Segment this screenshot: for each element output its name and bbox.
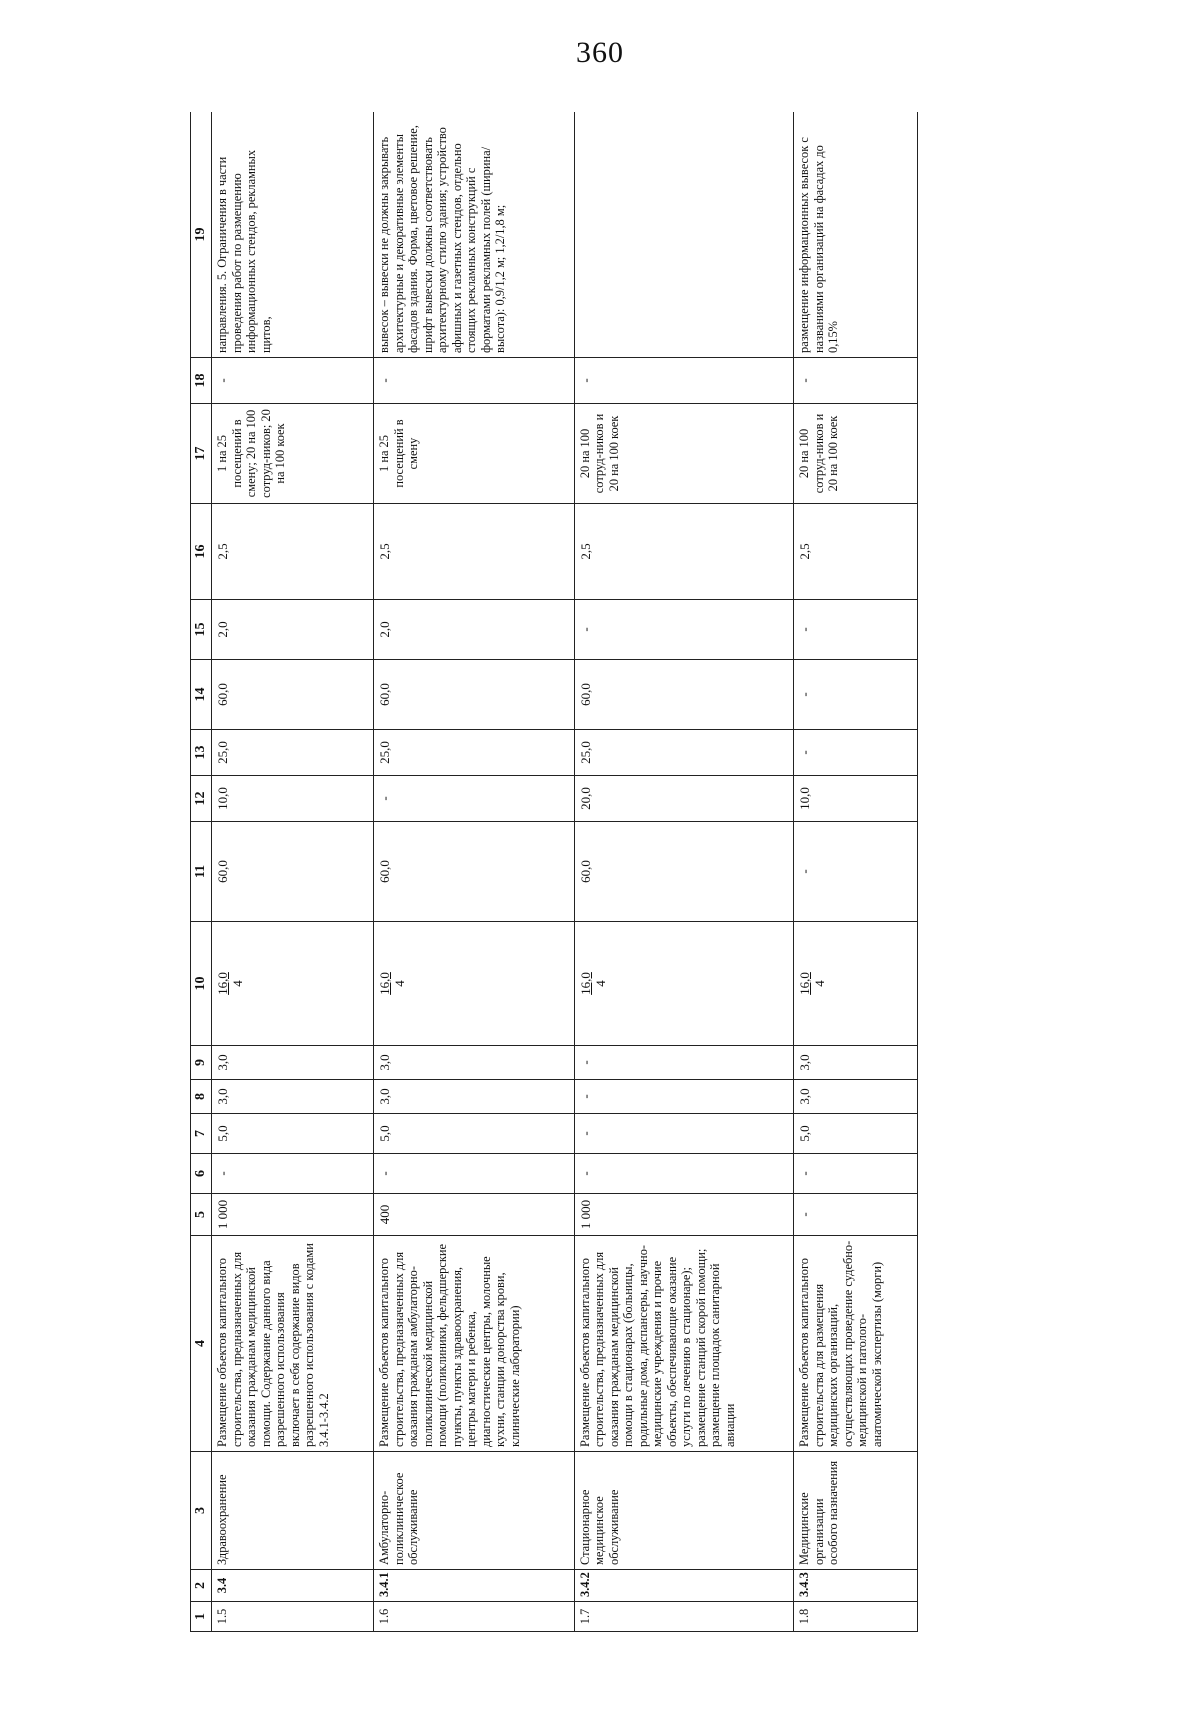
header-col-9: 9 (191, 1046, 212, 1080)
cell-col-8: - (574, 1080, 794, 1114)
cell-col-16: 2,5 (212, 504, 374, 600)
cell-col-19: размещение информационных вывесок с названиями организаций на фасадах до 0,15% (794, 112, 918, 358)
rotated-table-container (190, 112, 918, 1632)
cell-col-11: 60,0 (374, 822, 574, 922)
cell-col-16: 2,5 (794, 504, 918, 600)
cell-col-18: - (794, 358, 918, 404)
land-use-description: Размещение объектов капитального строительства для размещения медицинских организаций, осуществляющих проведение судебно-медицинской и патолого-анатомической экспертизы (морги) (794, 1236, 918, 1452)
land-use-name: Медицинские организации особого назначения (794, 1452, 918, 1570)
header-col-3: 3 (191, 1452, 212, 1570)
cell-col-12: 10,0 (212, 776, 374, 822)
land-use-name: Амбулаторно-поликлиническое обслуживание (374, 1452, 574, 1570)
rotated-table-viewport (190, 112, 918, 1632)
fraction-numerator: 16,0 (377, 972, 393, 995)
land-use-description: Размещение объектов капитального строительства, предназначенных для оказания гражданам медицинской помощи в стационарах (больницы, родильные дома, диспансеры, научно-медицинские учреждения и прочие объекты, обеспечивающие оказание услуги по лечению в стационаре); размещение станций скорой помощи; размещение площадок санитарной авиации (574, 1236, 794, 1452)
cell-col-15: 2,0 (212, 600, 374, 660)
cell-col-10 (794, 922, 918, 1046)
cell-col-10 (574, 922, 794, 1046)
cell-col-14: 60,0 (374, 660, 574, 730)
table-row (574, 112, 794, 1632)
fraction-denominator: 4 (392, 980, 408, 987)
land-use-code: 3.4.1 (374, 1570, 574, 1602)
cell-col-9: 3,0 (794, 1046, 918, 1080)
header-col-1: 1 (191, 1602, 212, 1632)
row-number: 1.6 (374, 1602, 574, 1632)
row-number: 1.7 (574, 1602, 794, 1632)
cell-col-7: 5,0 (374, 1114, 574, 1154)
land-use-code: 3.4.2 (574, 1570, 794, 1602)
cell-col-6: - (574, 1154, 794, 1194)
cell-col-6: - (212, 1154, 374, 1194)
land-use-regulations-table (190, 112, 918, 1632)
cell-col-8: 3,0 (794, 1080, 918, 1114)
cell-col-16: 2,5 (574, 504, 794, 600)
header-col-17: 17 (191, 404, 212, 504)
fraction-denominator: 4 (230, 980, 246, 987)
header-col-16: 16 (191, 504, 212, 600)
header-col-6: 6 (191, 1154, 212, 1194)
cell-col-15: 2,0 (374, 600, 574, 660)
fraction-denominator: 4 (812, 980, 828, 987)
fraction-value (578, 972, 608, 995)
fraction-numerator: 16,0 (577, 972, 593, 995)
fraction-denominator: 4 (592, 980, 608, 987)
cell-col-7: 5,0 (212, 1114, 374, 1154)
cell-col-17: 1 на 25 посещений в смену (374, 404, 574, 504)
cell-col-15: - (794, 600, 918, 660)
header-col-4: 4 (191, 1236, 212, 1452)
header-col-2: 2 (191, 1570, 212, 1602)
cell-col-13: 25,0 (374, 730, 574, 776)
land-use-name: Здравоохранение (212, 1452, 374, 1570)
fraction-value (797, 972, 827, 995)
cell-col-9: 3,0 (374, 1046, 574, 1080)
land-use-description: Размещение объектов капитального строительства, предназначенных для оказания гражданам медицинской помощи. Содержание данного вида разрешенного использования включает в себя содержание видов разрешенного использования с кодами 3.4.1-3.4.2 (212, 1236, 374, 1452)
cell-col-9: 3,0 (212, 1046, 374, 1080)
cell-col-18: - (212, 358, 374, 404)
header-col-8: 8 (191, 1080, 212, 1114)
cell-col-13: 25,0 (574, 730, 794, 776)
fraction-numerator: 16,0 (215, 972, 230, 995)
cell-col-15: - (574, 600, 794, 660)
header-col-12: 12 (191, 776, 212, 822)
cell-col-18: - (574, 358, 794, 404)
cell-col-10 (212, 922, 374, 1046)
cell-col-8: 3,0 (374, 1080, 574, 1114)
fraction-value (215, 972, 245, 995)
cell-col-17: 20 на 100 сотруд-ников и 20 на 100 коек (574, 404, 794, 504)
table-row (794, 112, 918, 1632)
cell-col-13: 25,0 (212, 730, 374, 776)
cell-col-8: 3,0 (212, 1080, 374, 1114)
cell-col-19: направления. 5. Ограничения в части проведения работ по размещению информационных стендов, рекламных щитов, (212, 112, 374, 358)
cell-col-11: - (794, 822, 918, 922)
header-col-14: 14 (191, 660, 212, 730)
cell-col-18: - (374, 358, 574, 404)
cell-col-6: - (374, 1154, 574, 1194)
row-number: 1.8 (794, 1602, 918, 1632)
cell-col-7: - (574, 1114, 794, 1154)
header-col-18: 18 (191, 358, 212, 404)
cell-col-5: - (794, 1194, 918, 1236)
cell-col-9: - (574, 1046, 794, 1080)
land-use-name: Стационарное медицинское обслуживание (574, 1452, 794, 1570)
header-col-7: 7 (191, 1114, 212, 1154)
header-col-11: 11 (191, 822, 212, 922)
table-row (212, 112, 374, 1632)
cell-col-14: 60,0 (212, 660, 374, 730)
cell-col-12: - (374, 776, 574, 822)
header-col-5: 5 (191, 1194, 212, 1236)
cell-col-13: - (794, 730, 918, 776)
cell-col-14: - (794, 660, 918, 730)
fraction-numerator: 16,0 (797, 972, 813, 995)
header-col-15: 15 (191, 600, 212, 660)
fraction-value (377, 972, 407, 995)
land-use-code: 3.4 (212, 1570, 374, 1602)
cell-col-19: вывесок – вывески не должны закрывать архитектурные и декоративные элементы фасадов здания. Форма, цветовое решение, шрифт вывески должны соответствовать архитектурному стилю здания; устройство афишных и газетных стендов, отдельно стоящих рекламных конструкций с форматами рекламных полей (ширина/высота): 0,9/1,2 м; 1,2/1,8 м; (374, 112, 574, 358)
land-use-code: 3.4.3 (794, 1570, 918, 1602)
header-col-19: 19 (191, 112, 212, 358)
cell-col-17: 1 на 25 посещений в смену; 20 на 100 сотруд-ников; 20 на 100 коек (212, 404, 374, 504)
cell-col-10 (374, 922, 574, 1046)
cell-col-16: 2,5 (374, 504, 574, 600)
cell-col-14: 60,0 (574, 660, 794, 730)
cell-col-5: 1 000 (212, 1194, 374, 1236)
header-col-13: 13 (191, 730, 212, 776)
land-use-description: Размещение объектов капитального строительства, предназначенных для оказания гражданам амбулаторно-поликлинической медицинской помощи (поликлиники, фельдшерские пункты, пункты здравоохранения, центры матери и ребенка, диагностические центры, молочные кухни, станции донорства крови, клинические лаборатории) (374, 1236, 574, 1452)
cell-col-11: 60,0 (574, 822, 794, 922)
row-number: 1.5 (212, 1602, 374, 1632)
cell-col-19 (574, 112, 794, 358)
cell-col-6: - (794, 1154, 918, 1194)
cell-col-12: 10,0 (794, 776, 918, 822)
page-number: 360 (576, 36, 624, 69)
cell-col-11: 60,0 (212, 822, 374, 922)
header-col-10: 10 (191, 922, 212, 1046)
cell-col-7: 5,0 (794, 1114, 918, 1154)
cell-col-5: 400 (374, 1194, 574, 1236)
cell-col-12: 20,0 (574, 776, 794, 822)
table-row (374, 112, 574, 1632)
cell-col-5: 1 000 (574, 1194, 794, 1236)
cell-col-17: 20 на 100 сотруд-ников и 20 на 100 коек (794, 404, 918, 504)
header-row (191, 112, 212, 1632)
